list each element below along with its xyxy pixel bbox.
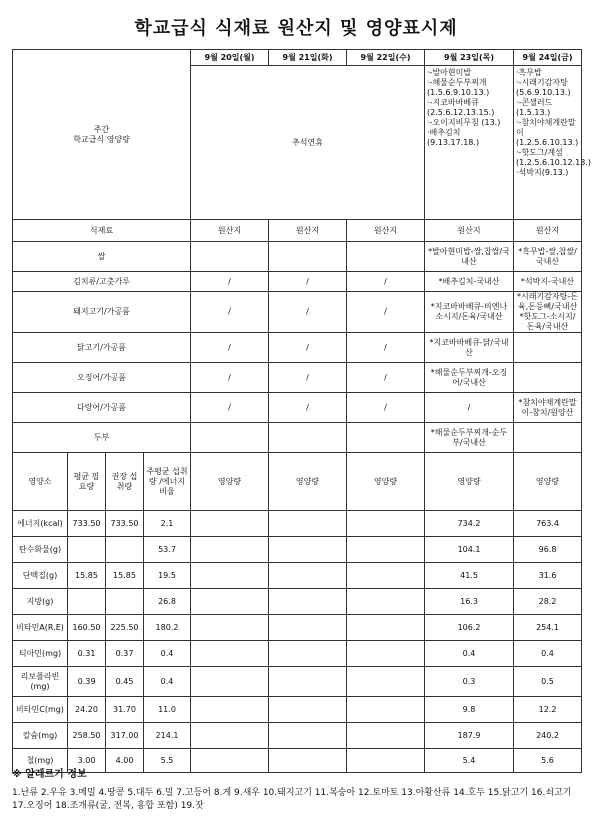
origin-cell-thu: /: [425, 393, 514, 423]
origin-cell-fri: *석박지-국내산: [514, 272, 582, 292]
origin-cell-thu: *지코바바베큐-비엔나소시지/돈육/국내산: [425, 292, 514, 333]
amount-header-thu: 영양량: [425, 453, 514, 511]
menu-item: ·-시래기감자탕 (5.6.9.10.13.): [516, 78, 571, 97]
origin-cell-fri: *시래기감자탕-돈육,돈등뼈/국내산 *핫도그-소시지/돈육/국내산: [514, 292, 582, 333]
avg-requirement: 258.50: [68, 723, 106, 749]
origin-row: [13, 242, 582, 272]
origin-cell-fri: *참치야채계란말이-참치/원양산: [514, 393, 582, 423]
origin-cell-thu: *해물순두부찌개-오징어/국내산: [425, 363, 514, 393]
nutrition-row: [13, 537, 582, 563]
amount-tue: [269, 749, 347, 773]
weekly-nutrition-label: 주간 학교급식 영양량: [13, 50, 191, 220]
origin-row: [13, 292, 582, 333]
origin-row: [13, 393, 582, 423]
weekly-average-header: 주평균 섭취량 /에너지 비율: [144, 453, 191, 511]
recommended-intake: 31.70: [106, 697, 144, 723]
menu-item: ·-지코바바베큐 (2.5.6.12.13.15.): [427, 98, 495, 117]
allergy-text: 1.난류 2.우유 3.메밀 4.땅콩 5.대두 6.밀 7.고등어 8.게 9.새우 10.돼지고기 11.복숭아 12.토마토 13.아황산류 14.호두 15.닭고기 16.쇠고기 17.오징어 18.조개류(굴, 전복, 홍합 포함) 19.잣: [12, 788, 572, 811]
origin-cell-tue: [269, 423, 347, 453]
origin-cell-wed: [347, 242, 425, 272]
origin-cell-wed: /: [347, 292, 425, 333]
day-header-fri: 9월 24일(금): [514, 50, 582, 66]
day-header-mon: 9월 20일(월): [191, 50, 269, 66]
amount-wed: [347, 641, 425, 667]
amount-header-mon: 영양량: [191, 453, 269, 511]
nutrient-name: 칼슘(mg): [13, 723, 68, 749]
amount-tue: [269, 697, 347, 723]
amount-wed: [347, 615, 425, 641]
amount-thu: 5.4: [425, 749, 514, 773]
avg-requirement: 3.00: [68, 749, 106, 773]
recommended-intake: [106, 589, 144, 615]
menu-item: ·석박지(9.13.): [516, 168, 569, 177]
nutrition-row: [13, 749, 582, 773]
origin-row: [13, 363, 582, 393]
weekly-average: 11.0: [144, 697, 191, 723]
amount-fri: 0.5: [514, 667, 582, 697]
origin-cell-tue: /: [269, 393, 347, 423]
origin-cell-mon: /: [191, 363, 269, 393]
amount-thu: 187.9: [425, 723, 514, 749]
origin-cell-mon: [191, 423, 269, 453]
recommended-intake-header: 권장 섭취량: [106, 453, 144, 511]
ingredient-header: 식재료: [13, 220, 191, 242]
origin-ingredient-name: 닭고기/가공품: [13, 333, 191, 363]
origin-ingredient-name: 김치류/고춧가루: [13, 272, 191, 292]
menu-item: ·-발아현미밥: [427, 68, 472, 77]
amount-mon: [191, 723, 269, 749]
amount-header-tue: 영양량: [269, 453, 347, 511]
amount-mon: [191, 697, 269, 723]
origin-ingredient-name: 쌀: [13, 242, 191, 272]
nutrient-name: 에너지(kcal): [13, 511, 68, 537]
day-header-wed: 9월 22일(수): [347, 50, 425, 66]
amount-fri: 254.1: [514, 615, 582, 641]
recommended-intake: 0.45: [106, 667, 144, 697]
amount-tue: [269, 615, 347, 641]
recommended-intake: 733.50: [106, 511, 144, 537]
menu-item: ·-참치야채계란말이(1.2.5.6.10.13.): [516, 118, 579, 147]
amount-tue: [269, 723, 347, 749]
amount-fri: 5.6: [514, 749, 582, 773]
weekly-average: 26.8: [144, 589, 191, 615]
weekly-average: 5.5: [144, 749, 191, 773]
amount-thu: 16.3: [425, 589, 514, 615]
origin-cell-tue: /: [269, 292, 347, 333]
recommended-intake: [106, 537, 144, 563]
amount-thu: 734.2: [425, 511, 514, 537]
allergy-title: ※ 알레르기 정보: [12, 769, 87, 780]
weekly-average: 180.2: [144, 615, 191, 641]
origin-ingredient-name: 두부: [13, 423, 191, 453]
avg-requirement: 24.20: [68, 697, 106, 723]
amount-wed: [347, 667, 425, 697]
amount-wed: [347, 511, 425, 537]
amount-tue: [269, 641, 347, 667]
weekly-average: 214.1: [144, 723, 191, 749]
menu-thu: [425, 66, 514, 220]
page-title: 학교급식 식재료 원산지 및 영양표시제: [134, 18, 458, 39]
amount-fri: 240.2: [514, 723, 582, 749]
nutrition-row: [13, 615, 582, 641]
amount-fri: 763.4: [514, 511, 582, 537]
amount-thu: 0.3: [425, 667, 514, 697]
amount-fri: 31.6: [514, 563, 582, 589]
origin-cell-fri: *흑무밥-쌀,찹쌀/국내산: [514, 242, 582, 272]
nutrient-name: 리보플라빈(mg): [13, 667, 68, 697]
weekly-average: 19.5: [144, 563, 191, 589]
origin-col-thu: 원산지: [425, 220, 514, 242]
menu-item: ·-콘샐러드 (1.5.13.): [516, 98, 553, 117]
amount-thu: 9.8: [425, 697, 514, 723]
day-header-row: [13, 50, 582, 66]
amount-mon: [191, 589, 269, 615]
origin-cell-thu: *발아현미밥-쌀,찹쌀/국내산: [425, 242, 514, 272]
nutrient-name: 철(mg): [13, 749, 68, 773]
origin-col-tue: 원산지: [269, 220, 347, 242]
origin-cell-thu: *배추김치-국내산: [425, 272, 514, 292]
origin-cell-tue: [269, 242, 347, 272]
nutrition-row: [13, 697, 582, 723]
menu-item: ·-핫도그/계섬 (1.2.5.6.10.12.13.): [516, 148, 591, 167]
menu-item: ·배추김치 (9.13.17.18.): [427, 128, 480, 147]
menu-item: ·-오이지비무침 (13.): [427, 118, 501, 127]
amount-wed: [347, 563, 425, 589]
amount-tue: [269, 511, 347, 537]
amount-wed: [347, 537, 425, 563]
amount-tue: [269, 589, 347, 615]
origin-cell-fri: [514, 333, 582, 363]
origin-cell-mon: /: [191, 333, 269, 363]
amount-mon: [191, 511, 269, 537]
nutrient-name: 비타민A(R.E): [13, 615, 68, 641]
nutrition-row: [13, 667, 582, 697]
amount-thu: 41.5: [425, 563, 514, 589]
avg-requirement: 733.50: [68, 511, 106, 537]
amount-fri: 28.2: [514, 589, 582, 615]
nutrient-name: 티아민(mg): [13, 641, 68, 667]
amount-fri: 0.4: [514, 641, 582, 667]
meal-info-table: [12, 49, 591, 773]
amount-thu: 104.1: [425, 537, 514, 563]
origin-ingredient-name: 다랑어/가공품: [13, 393, 191, 423]
origin-col-wed: 원산지: [347, 220, 425, 242]
nutrition-row: [13, 511, 582, 537]
amount-wed: [347, 697, 425, 723]
origin-col-fri: 원산지: [514, 220, 582, 242]
amount-wed: [347, 723, 425, 749]
amount-wed: [347, 589, 425, 615]
origin-cell-tue: /: [269, 363, 347, 393]
amount-fri: 96.8: [514, 537, 582, 563]
origin-row: [13, 333, 582, 363]
amount-wed: [347, 749, 425, 773]
menu-fri: [514, 66, 591, 220]
origin-row: [13, 272, 582, 292]
amount-header-wed: 영양량: [347, 453, 425, 511]
amount-mon: [191, 615, 269, 641]
amount-fri: 12.2: [514, 697, 582, 723]
day-header-thu: 9월 23일(목): [425, 50, 514, 66]
origin-cell-wed: /: [347, 272, 425, 292]
origin-cell-fri: [514, 423, 582, 453]
amount-tue: [269, 667, 347, 697]
amount-mon: [191, 537, 269, 563]
avg-requirement: [68, 537, 106, 563]
amount-mon: [191, 641, 269, 667]
weekly-average: 2.1: [144, 511, 191, 537]
weekly-average: 0.4: [144, 641, 191, 667]
origin-row: [13, 423, 582, 453]
origin-col-mon: 원산지: [191, 220, 269, 242]
origin-ingredient-name: 오징어/가공품: [13, 363, 191, 393]
avg-requirement: 15.85: [68, 563, 106, 589]
day-header-tue: 9월 21일(화): [269, 50, 347, 66]
nutrition-row: [13, 563, 582, 589]
menu-item: ·흑무밥: [516, 68, 542, 77]
recommended-intake: 317.00: [106, 723, 144, 749]
weekly-average: 53.7: [144, 537, 191, 563]
origin-cell-mon: /: [191, 272, 269, 292]
origin-cell-tue: /: [269, 272, 347, 292]
nutrition-row: [13, 589, 582, 615]
recommended-intake: 15.85: [106, 563, 144, 589]
recommended-intake: 0.37: [106, 641, 144, 667]
avg-requirement: 0.39: [68, 667, 106, 697]
nutrition-header-row: [13, 453, 582, 511]
amount-tue: [269, 563, 347, 589]
amount-mon: [191, 563, 269, 589]
nutrient-name: 탄수화물(g): [13, 537, 68, 563]
weekly-average: 0.4: [144, 667, 191, 697]
amount-thu: 106.2: [425, 615, 514, 641]
origin-cell-thu: *해물순두부찌개-순두부/국내산: [425, 423, 514, 453]
origin-ingredient-name: 돼지고기/가공품: [13, 292, 191, 333]
amount-thu: 0.4: [425, 641, 514, 667]
avg-requirement: 0.31: [68, 641, 106, 667]
origin-cell-fri: [514, 363, 582, 393]
origin-cell-wed: [347, 423, 425, 453]
nutrition-row: [13, 723, 582, 749]
origin-header-row: [13, 220, 582, 242]
origin-cell-mon: /: [191, 393, 269, 423]
recommended-intake: 4.00: [106, 749, 144, 773]
origin-cell-tue: /: [269, 333, 347, 363]
amount-header-fri: 영양량: [514, 453, 582, 511]
nutrient-name: 지방(g): [13, 589, 68, 615]
nutrient-name: 비타민C(mg): [13, 697, 68, 723]
nutrient-header: 영양소: [13, 453, 68, 511]
amount-tue: [269, 537, 347, 563]
origin-cell-wed: /: [347, 393, 425, 423]
holiday-cell: 추석연휴: [191, 66, 425, 220]
avg-requirement: [68, 589, 106, 615]
amount-mon: [191, 667, 269, 697]
origin-cell-mon: [191, 242, 269, 272]
amount-mon: [191, 749, 269, 773]
menu-item: ·-해물순두부찌개 (1.5.6.9.10.13.): [427, 78, 490, 97]
nutrient-name: 단백질(g): [13, 563, 68, 589]
origin-cell-mon: /: [191, 292, 269, 333]
origin-cell-thu: *지코바바베큐-닭/국내산: [425, 333, 514, 363]
avg-requirement-header: 평균 필요량: [68, 453, 106, 511]
avg-requirement: 160.50: [68, 615, 106, 641]
origin-cell-wed: /: [347, 363, 425, 393]
nutrition-row: [13, 641, 582, 667]
recommended-intake: 225.50: [106, 615, 144, 641]
origin-cell-wed: /: [347, 333, 425, 363]
